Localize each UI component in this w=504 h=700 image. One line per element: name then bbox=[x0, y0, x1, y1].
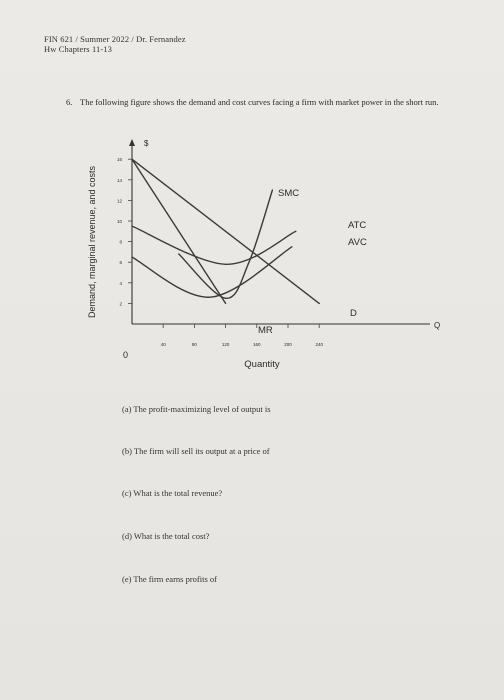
y-unit-label: $ bbox=[144, 139, 149, 148]
course-header: FIN 621 / Summer 2022 / Dr. Fernandez bbox=[44, 34, 186, 44]
part-b bbox=[122, 446, 270, 456]
question-number: 6. bbox=[66, 97, 73, 107]
part-a-label: (a) bbox=[122, 404, 132, 414]
part-e-label: (e) bbox=[122, 574, 132, 584]
x-tick-label: 200 bbox=[284, 342, 292, 347]
x-tick-label: 80 bbox=[191, 342, 197, 347]
y-tick-label: 2 bbox=[119, 301, 122, 307]
y-axis-arrow bbox=[129, 139, 135, 146]
x-axis-label: Quantity bbox=[244, 359, 280, 370]
part-c-text: What is the total revenue? bbox=[133, 488, 223, 498]
atc-curve bbox=[132, 226, 296, 264]
x-axis-symbol: Q bbox=[434, 321, 441, 330]
y-tick-label: 8 bbox=[119, 239, 122, 245]
origin-label: 0 bbox=[123, 350, 129, 360]
part-e bbox=[122, 574, 217, 584]
d-curve bbox=[132, 159, 319, 303]
mr-curve bbox=[132, 159, 226, 303]
part-d-text: What is the total cost? bbox=[133, 531, 210, 541]
mr-curve-label: MR bbox=[258, 325, 273, 336]
part-c bbox=[122, 488, 222, 498]
question-text: The following figure shows the demand and cost curves facing a firm with market power in the short run. bbox=[80, 97, 439, 107]
part-b-text: The firm will sell its output at a price of bbox=[133, 446, 270, 456]
assignment-header: Hw Chapters 11-13 bbox=[44, 44, 112, 54]
x-tick-label: 120 bbox=[221, 342, 230, 347]
smc-curve-label: SMC bbox=[278, 188, 300, 199]
part-c-label: (c) bbox=[122, 488, 132, 498]
part-b-label: (b) bbox=[122, 446, 132, 456]
d-curve-label: D bbox=[350, 308, 357, 319]
y-tick-label: 12 bbox=[116, 198, 122, 204]
y-tick-label: 10 bbox=[116, 219, 122, 224]
atc-curve-label: ATC bbox=[348, 220, 367, 231]
part-a bbox=[122, 404, 271, 414]
part-d bbox=[122, 531, 209, 541]
part-e-text: The firm earns profits of bbox=[133, 574, 217, 584]
part-d-label: (d) bbox=[122, 531, 132, 541]
x-tick-label: 40 bbox=[160, 342, 166, 347]
avc-curve-label: AVC bbox=[348, 237, 367, 248]
x-tick-label: 160 bbox=[253, 342, 261, 347]
x-tick-label: 240 bbox=[315, 342, 323, 347]
y-tick-label: 6 bbox=[119, 260, 122, 266]
y-tick-label: 4 bbox=[119, 280, 122, 286]
y-tick-label: 14 bbox=[116, 177, 122, 183]
part-a-text: The profit-maximizing level of output is bbox=[133, 404, 271, 414]
y-tick-label: 16 bbox=[116, 157, 122, 163]
y-axis-label: Demand, marginal revenue, and costs bbox=[87, 165, 97, 319]
